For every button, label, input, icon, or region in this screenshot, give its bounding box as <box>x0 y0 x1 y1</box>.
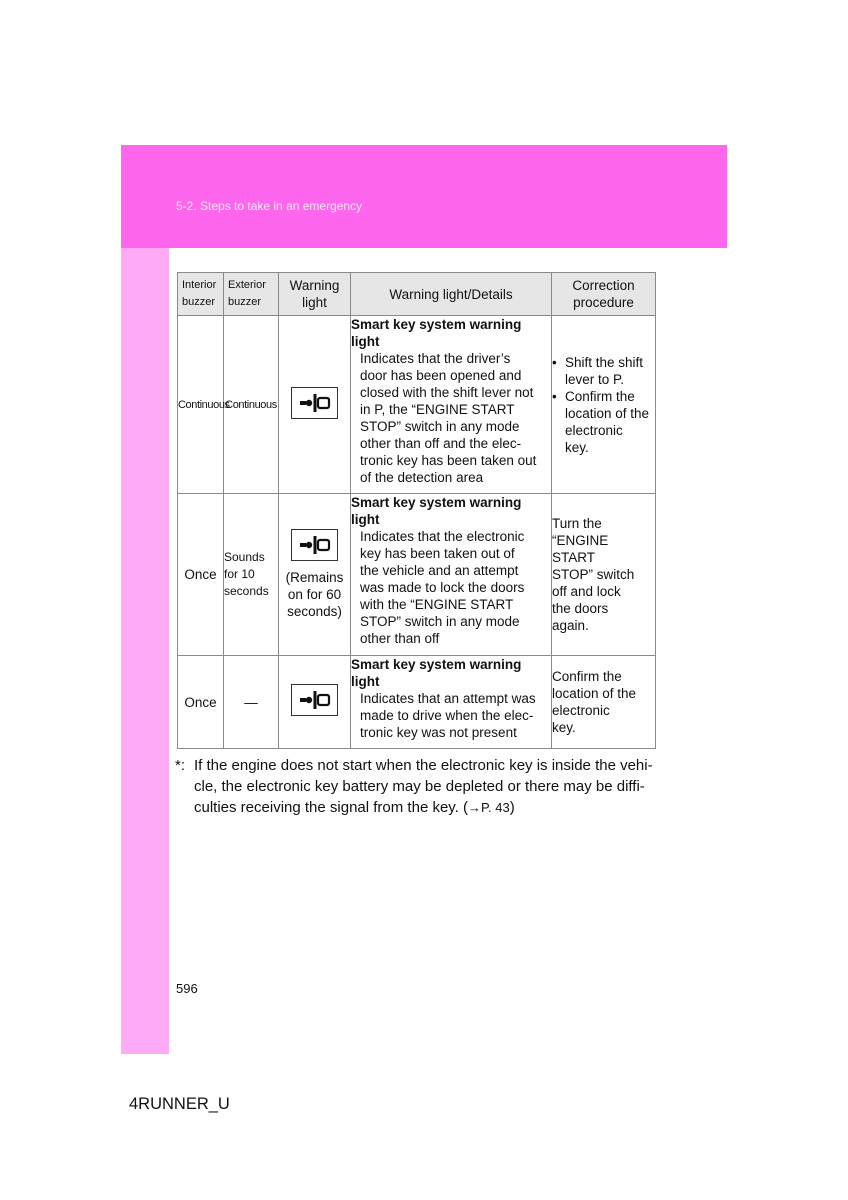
correction-cell: Turn the “ENGINE START STOP” switch off and lock the doors again. <box>552 494 656 656</box>
details-cell <box>351 656 552 749</box>
correction-cell <box>552 316 656 494</box>
table-row <box>178 656 656 749</box>
table-row <box>178 316 656 494</box>
list-item: • Shift the shift lever to P. <box>552 354 644 387</box>
warning-light-cell <box>279 316 351 494</box>
exterior-buzzer-cell: Sounds for 10 seconds <box>224 494 279 656</box>
details-title: Smart key system warning light <box>351 657 522 689</box>
right-arrow-icon: → <box>468 800 482 815</box>
footnote-text: If the engine does not start when the electronic key is inside the vehi- cle, the electronic key battery may be depleted or there may be diffi- culties receiving the signal from the key. (→P. 43) <box>194 757 653 816</box>
details-body: Indicates that the driver’s door has been opened and closed with the shift lever not in P, the “ENGINE START STOP” switch in any mode other than off and the elec- tronic key has been taken out of the detection area <box>360 351 537 485</box>
exterior-buzzer-cell: — <box>224 656 279 749</box>
warning-light-cell <box>279 656 351 749</box>
interior-buzzer-cell: Continuous <box>178 316 224 494</box>
chapter-side-band <box>121 248 169 1054</box>
details-title: Smart key system warning light <box>351 495 522 527</box>
chapter-header-band <box>121 145 727 248</box>
smart-key-warning-icon <box>291 529 338 561</box>
warning-light-cell <box>279 494 351 656</box>
page-number: 596 <box>176 981 198 996</box>
footnote-mark: *: <box>175 757 186 774</box>
header-correction: Correction procedure <box>552 273 656 316</box>
interior-buzzer-cell: Once <box>178 494 224 656</box>
details-title: Smart key system warning light <box>351 317 522 349</box>
details-cell <box>351 494 552 656</box>
details-body: Indicates that the electronic key has been taken out of the vehicle and an attempt was made to lock the doors with the “ENGINE START STOP” switch in any mode other than off <box>360 529 525 646</box>
header-interior-buzzer: Interior buzzer <box>178 273 224 316</box>
document-id: 4RUNNER_U <box>129 1095 230 1113</box>
header-warning-light: Warning light <box>279 273 351 316</box>
warning-table <box>177 272 656 749</box>
header-details: Warning light/Details <box>351 273 552 316</box>
exterior-buzzer-cell: Continuous <box>224 316 279 494</box>
details-body: Indicates that an attempt was made to drive when the elec- tronic key was not present <box>360 691 536 740</box>
footnote <box>175 755 653 818</box>
table-header-row <box>178 273 656 316</box>
details-cell <box>351 316 552 494</box>
smart-key-warning-icon <box>291 684 338 716</box>
section-title: 5-2. Steps to take in an emergency <box>176 199 363 213</box>
smart-key-warning-icon <box>291 387 338 419</box>
table-row <box>178 494 656 656</box>
page-reference-link[interactable]: P. 43 <box>481 800 510 815</box>
correction-cell: Confirm the location of the electronic key. <box>552 656 656 749</box>
interior-buzzer-cell: Once <box>178 656 224 749</box>
list-item: • Confirm the location of the electronic key. <box>552 388 650 455</box>
warning-light-note: (Remains on for 60 seconds) <box>285 570 344 619</box>
header-exterior-buzzer: Exterior buzzer <box>224 273 279 316</box>
